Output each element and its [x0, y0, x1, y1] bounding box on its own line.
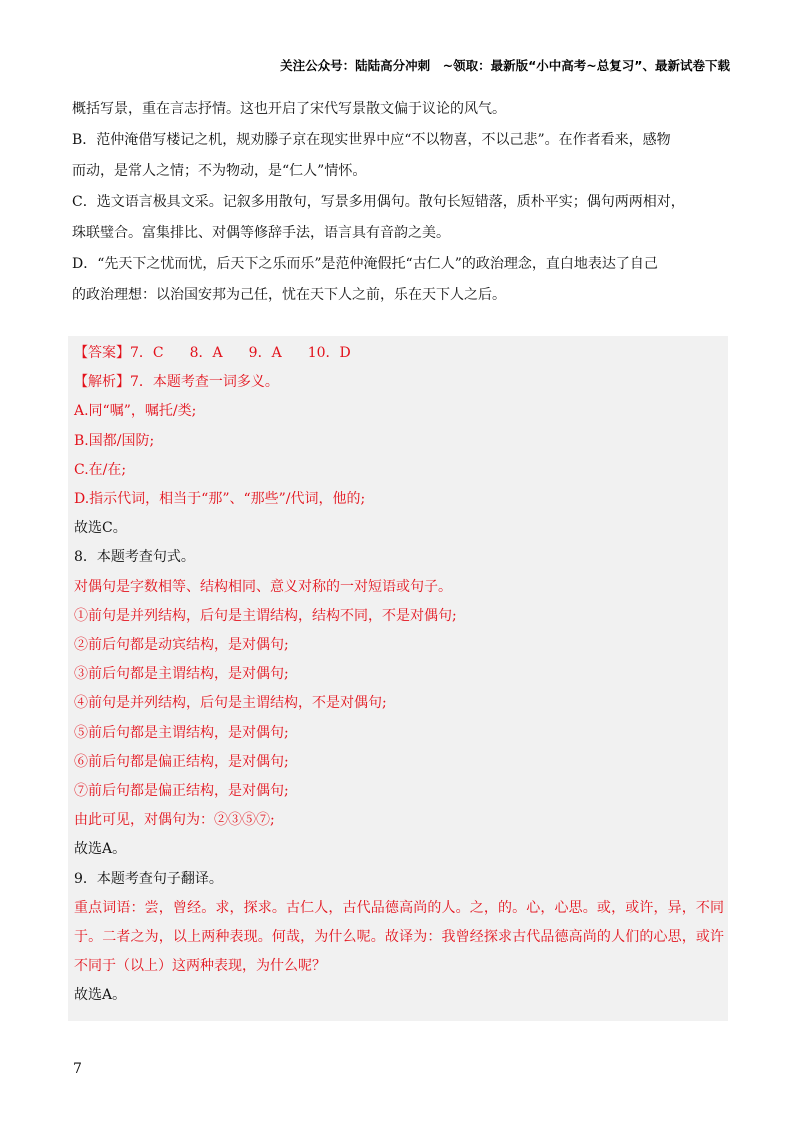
options-section [72, 94, 728, 311]
q9-body: 重点词语：尝，曾经。求，探求。古仁人，古代品德高尚的人。之，的。心，心思。或，或许，异，不同于。二者之为，以上两种表现。何哉，为什么呢。故译为：我曾经探求古代品德高尚的人们的心思，或许不同于（以上）这两种表现，为什么呢？ [74, 899, 724, 975]
q8-title: 8．本题考查句式。 [74, 549, 195, 566]
answer-7: 7．C [130, 345, 164, 361]
option-d-line1: D．“先天下之忧而忧，后天下之乐而乐”是范仲淹假托“古仁人”的政治理念，直白地表达了自己 [72, 256, 658, 272]
option-b-line1: B．范仲淹借写楼记之机，规劝滕子京在现实世界中应“不以物喜，不以己悲”。在作者看来，感物 [72, 132, 671, 148]
q7-option-b: B.国都/国防; [74, 432, 155, 449]
q8-item-2: ②前后句都是动宾结构，是对偶句; [74, 637, 289, 654]
q7-option-d: D.指示代词，相当于“那”、“那些”/代词，他的; [74, 491, 366, 508]
option-a-continuation: 概括写景，重在言志抒情。这也开启了宋代写景散文偏于议论的风气。 [72, 101, 506, 117]
answer-label: 【答案】 [74, 345, 130, 361]
q8-definition: 对偶句是字数相等、结构相同、意义对称的一对短语或句子。 [74, 578, 452, 595]
q8-item-4: ④前句是并列结构，后句是主谓结构，不是对偶句; [74, 695, 387, 712]
page-header: 关注公众号：陆陆高分冲刺 ~领取：最新版“小中高考~总复习”、最新试卷下载 [280, 58, 730, 73]
q7-conclusion: 故选C。 [74, 520, 127, 537]
q7-option-a: A.同“嘱”，嘱托/类; [74, 403, 197, 420]
option-c-line1: C．选文语言极具文采。记叙多用散句，写景多用偶句。散句长短错落，质朴平实；偶句两两相对， [72, 194, 685, 210]
q9-title: 9．本题考查句子翻译。 [74, 870, 223, 887]
q8-item-3: ③前后句都是主谓结构，是对偶句; [74, 666, 289, 683]
q8-conclusion-text: 由此可见，对偶句为：②③⑤⑦; [74, 812, 275, 829]
q9-conclusion: 故选A。 [74, 987, 127, 1004]
q8-item-6: ⑥前后句都是偏正结构，是对偶句; [74, 753, 289, 770]
q8-item-5: ⑤前后句都是主谓结构，是对偶句; [74, 724, 289, 741]
answer-10: 10．D [307, 345, 351, 361]
analysis-line [74, 368, 724, 397]
answer-content [74, 339, 724, 1011]
answer-8: 8．A [189, 345, 223, 361]
page-number: 7 [73, 1061, 82, 1077]
option-b-line2: 而动，是常人之情；不为物动，是“仁人”情怀。 [72, 163, 367, 179]
q7-title: 7．本题考查一词多义。 [130, 374, 279, 391]
answer-line [74, 339, 724, 368]
option-d-line2: 的政治理想：以治国安邦为己任，忧在天下人之前，乐在天下人之后。 [72, 287, 506, 303]
q8-item-1: ①前句是并列结构，后句是主谓结构，结构不同，不是对偶句; [74, 607, 457, 624]
analysis-label: 【解析】 [74, 374, 130, 391]
q8-item-7: ⑦前后句都是偏正结构，是对偶句; [74, 783, 289, 800]
q7-option-c: C.在/在; [74, 461, 127, 478]
answer-9: 9．A [248, 345, 282, 361]
option-c-line2: 珠联璧合。富集排比、对偶等修辞手法，语言具有音韵之美。 [72, 225, 450, 241]
q8-conclusion: 故选A。 [74, 841, 127, 858]
